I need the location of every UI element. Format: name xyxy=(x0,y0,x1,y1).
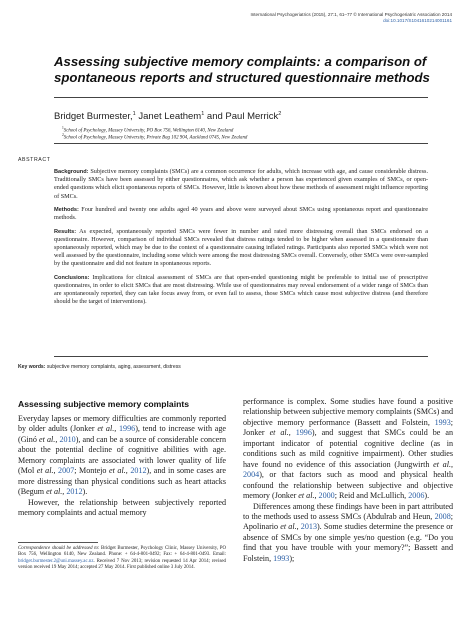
text-run: . Received 7 Nov 2013; revision requested 14 Apr 2014; revised version received 19 May 2014; accepted 27 May 2014. First published online 3 July 2014. xyxy=(18,558,226,570)
citation-link[interactable]: 2012 xyxy=(66,487,83,497)
italic-text: et al. xyxy=(433,459,451,469)
abstract-section-label: Conclusions: xyxy=(54,274,90,281)
text-run: ; Reid and McLullich, xyxy=(334,491,409,501)
citation-link[interactable]: 1996 xyxy=(119,424,136,434)
keywords-label: Key words: xyxy=(18,364,46,370)
text-run: , xyxy=(288,428,296,438)
citation-link[interactable]: 1993 xyxy=(273,553,290,563)
left-paragraph-2: However, the relationship between subjectively reported memory complaints and actual memory xyxy=(18,497,226,518)
citation-link[interactable]: 1996 xyxy=(295,428,312,438)
affiliation-2 xyxy=(62,132,422,142)
journal-header xyxy=(152,12,452,25)
right-paragraph-1 xyxy=(243,397,453,502)
citation-link[interactable]: 2004 xyxy=(243,470,260,480)
abstract-divider-bottom xyxy=(54,356,428,357)
title-divider-top xyxy=(54,97,428,98)
text-run: ). xyxy=(82,487,88,497)
keywords xyxy=(18,364,438,370)
italic-text: et al. xyxy=(269,428,289,438)
abstract-section-text: Four hundred and twenty one adults aged 40 years and above were surveyed about SMCs using spontaneous report and questionnaire methods. xyxy=(54,206,428,222)
citation-link[interactable]: 2000 xyxy=(318,491,335,501)
abstract-section-text: Implications for clinical assessment of SMCs are that open-ended questioning might be preferable to initial use of prescriptive questionnaires, in order to elicit SMCs that are most distressing. While use of questionnaires may reveal endorsement of a wider range of SMCs than are spontaneously reported, they can take focus away from, or even fail to assess, those SMCs which cause most subjective distress (and therefore should be the target of interventions). xyxy=(54,273,428,306)
text-run: , xyxy=(314,491,319,501)
citation-link[interactable]: 2006 xyxy=(408,491,425,501)
author-divider xyxy=(54,143,428,144)
author-affiliation-marker: 2 xyxy=(278,111,282,117)
italic-text: Correspondence should be addressed to xyxy=(18,546,99,551)
article-title: Assessing subjective memory complaints: a comparison of spontaneous reports and structured questionnaire methods xyxy=(54,54,430,85)
footnote-divider xyxy=(18,542,98,543)
italic-text: et al. xyxy=(280,522,297,532)
author-name: Bridget Burmester, xyxy=(54,111,133,123)
text-run: , xyxy=(450,459,454,469)
citation-link[interactable]: 2010 xyxy=(59,434,76,444)
italic-text: et al. xyxy=(298,491,315,501)
text-run: , xyxy=(125,466,131,476)
abstract-section-text: As expected, spontaneously reported SMCs were fewer in number and rated more distressing overall than SMCs endorsed on a questionnaire. However, comparison of individual SMCs revealed that distress ratings tended to be higher when assessed in a questionnaire than spontaneously reported, which may be due to the context of a questionnaire causing inflated ratings. Participants also reported SMCs which were not well assessed by the questionnaire, including some which were among the most distressing SMCs overall. Conversely, other SMCs were over-sampled by the questionnaire and did not feature in spontaneous reports. xyxy=(54,227,428,268)
affiliation-text: School of Psychology, Massey University, Private Bag 102 904, Auckland 0745, New Zealand xyxy=(63,135,248,141)
text-run: , xyxy=(55,434,60,444)
author-affiliation-marker: 1 xyxy=(201,111,205,117)
citation-link[interactable]: bridget.burmester.2@uni.massey.ac.nz xyxy=(18,558,94,564)
abstract-section-text: Subjective memory complaints (SMCs) are a common occurrence for adults, which increase with age, and cause considerable distress. Traditionally SMCs have been assessed by either questionnaires, which ask whether a person has experienced given examples of SMCs, or open-ended questions which elicit spontaneous reports of SMCs. However, little is known about how these methods of assessment might influence reporting of SMCs. xyxy=(54,168,428,200)
abstract-results xyxy=(54,228,428,269)
right-column xyxy=(243,397,453,564)
text-run: ), and in some cases are more distressing than physical conditions such as heart attacks (Begum xyxy=(18,466,227,497)
left-column xyxy=(18,414,226,519)
author-list xyxy=(54,108,434,123)
text-run: : Bridget Burmester, Psychology Clinic, Massey University, PO Box 756, Wellington 6140, New Zealand. Phone: + 64-4-801-0492; Fax: + 64-4-801-0493. Email: xyxy=(18,546,226,558)
text-run: ; Montejo xyxy=(74,466,110,476)
text-run: ); xyxy=(289,553,295,563)
italic-text: et al. xyxy=(46,487,63,497)
text-run: ; Apolinario xyxy=(243,511,453,532)
abstract-section-label: Methods: xyxy=(54,207,79,213)
citation-link[interactable]: 2007 xyxy=(58,466,75,476)
author-name: and Paul Merrick xyxy=(204,111,279,123)
text-run: , xyxy=(53,466,59,476)
author-affiliation-marker: 1 xyxy=(132,111,136,117)
italic-text: et al. xyxy=(97,424,115,434)
text-run: ). Some studies determine the presence or absence of SMCs by one simple yes/no question (e.g. “Do you find that you have trouble with your memory?”; Bassett and Folstein, xyxy=(243,522,453,563)
citation-link[interactable]: 1993 xyxy=(434,417,451,427)
abstract-body xyxy=(54,168,428,350)
right-paragraph-2 xyxy=(243,502,453,565)
italic-text: et al. xyxy=(36,466,54,476)
text-run: Everyday lapses or memory difficulties are commonly reported by older adults (Jonker xyxy=(18,414,226,434)
text-run: , xyxy=(114,424,119,434)
text-run: Differences among these findings have been in part attributed to the methods used to assess SMCs (Abdulrab and Heun, xyxy=(243,501,453,521)
keywords-text: subjective memory complaints, aging, assessment, distress xyxy=(45,364,181,370)
italic-text: et al. xyxy=(109,466,126,476)
citation-link[interactable]: 2008 xyxy=(434,511,451,521)
italic-text: et al. xyxy=(39,434,56,444)
section-heading: Assessing subjective memory complaints xyxy=(18,399,189,409)
affiliation-text: School of Psychology, Massey University, PO Box 756, Wellington 6140, New Zealand xyxy=(63,128,234,134)
journal-citation-line: International Psychogeriatrics (2015), 27:1, 61–77 © International Psychogeriatric Association 2014 xyxy=(250,12,452,17)
text-run: ), or that factors such as mood and physical health confound the relationship between subjective and objective memory (Jonker xyxy=(243,470,453,501)
author-name: Janet Leathem xyxy=(135,111,202,123)
doi-link[interactable]: doi:10.1017/S1041610214001161 xyxy=(383,18,452,24)
text-run: , xyxy=(62,487,67,497)
text-run: ), tend to increase with age (Ginó xyxy=(18,424,226,444)
affiliation-marker: 1 xyxy=(62,126,64,130)
correspondence-footnote xyxy=(18,546,226,571)
text-run: ). xyxy=(424,491,430,501)
text-run: ), and suggest that SMCs could be an important indicator of potential cognitive decline (as in conditions such as mild cognitive impairment). Other studies have found no evidence of this association (Jungwirth xyxy=(243,428,454,469)
abstract-methods xyxy=(54,206,428,222)
text-run: performance is complex. Some studies have found a positive relationship between subjective memory complaints (SMCs) and objective memory performance (Bassett and Folstein, xyxy=(243,397,453,427)
text-run: , xyxy=(296,522,301,532)
abstract-conclusions xyxy=(54,274,428,307)
citation-link[interactable]: 2013 xyxy=(300,522,317,532)
citation-link[interactable]: 2012 xyxy=(130,466,147,476)
text-run: ; Jonker xyxy=(243,417,453,438)
text-run: ), and can be a source of considerable concern about the potential decline of cognitive abilities with age. Memory complaints are associated with lower quality of life (Mol xyxy=(18,434,227,476)
left-paragraph-1 xyxy=(18,414,226,498)
abstract-background xyxy=(54,168,428,201)
abstract-section-label: Background: xyxy=(54,169,89,175)
abstract-section-label: Results: xyxy=(54,228,77,235)
abstract-heading: ABSTRACT xyxy=(18,157,51,163)
affiliation-marker: 2 xyxy=(62,133,64,137)
